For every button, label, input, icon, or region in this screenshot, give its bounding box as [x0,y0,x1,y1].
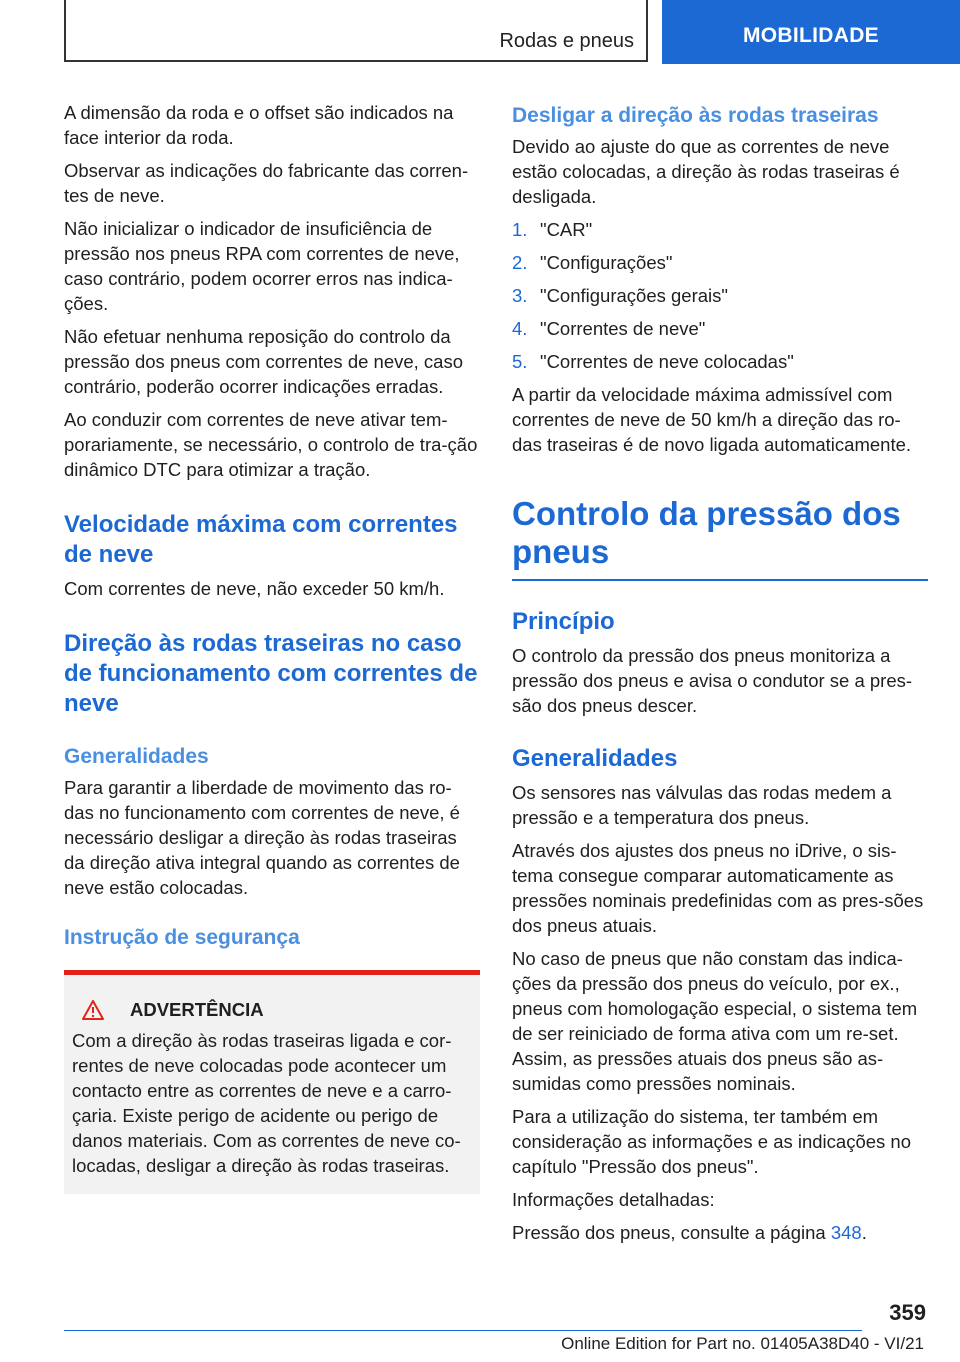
paragraph: Para garantir a liberdade de movimento das ro-das no funcionamento com correntes de neve, é necessário desligar a direção às rodas traseiras da direção ativa integral quando as correntes de neve estão colocadas. [64,777,460,898]
step-number: 3. [512,285,528,306]
warning-box [64,970,480,1194]
paragraph: A partir da velocidade máxima admissível com correntes de neve de 50 km/h a direção das ro-das traseiras é de novo ligada automaticamente. [512,384,912,455]
step-text: "Correntes de neve colocadas" [540,351,794,372]
heading-speed: Velocidade máxima com correntes de neve [64,511,458,568]
paragraph: Para a utilização do sistema, ter também em consideração as informações e as indicações no capítulo "Pressão dos pneus". [512,1106,912,1177]
step-text: "Correntes de neve" [540,318,706,339]
reference-text: Pressão dos pneus, consulte a página [512,1222,831,1243]
warning-triangle-icon [82,1000,104,1020]
paragraph: Não inicializar o indicador de insuficiência de pressão nos pneus RPA com correntes de neve, caso contrário, podem ocorrer erros nas indica-ções. [64,218,460,314]
paragraph-reference [512,1220,928,1245]
list-item [512,316,928,341]
paragraph: O controlo da pressão dos pneus monitoriza a pressão dos pneus e avisa o condutor se a pres-são dos pneus descer. [512,645,913,716]
page-number: 359 [889,1300,926,1325]
warning-text: Com a direção às rodas traseiras ligada e cor-rentes de neve colocadas pode acontecer um contacto entre as correntes de neve e a carro-çaria. Existe perigo de acidente ou perigo de danos materiais. Com as correntes de neve co-locadas, desligar a direção às rodas traseiras. [72,1030,461,1176]
paragraph: Ao conduzir com correntes de neve ativar tem-porariamente, se necessário, o controlo de tra-ção dinâmico DTC para otimizar a tração. [64,409,478,480]
paragraph: Observar as indicações do fabricante das corren-tes de neve. [64,160,469,206]
page-link[interactable]: 348 [830,1222,862,1243]
right-column [512,100,928,1253]
step-text: "Configurações" [540,252,673,273]
warning-title: ADVERTÊNCIA [130,999,264,1020]
reference-suffix: . [861,1222,867,1243]
step-number: 1. [512,219,528,240]
heading-rear-steering: Direção às rodas traseiras no caso de funcionamento com correntes de neve [64,630,478,717]
step-text: "CAR" [540,219,593,240]
step-number: 2. [512,252,528,273]
heading-general-2: Generalidades [512,745,678,772]
steps-list [512,217,928,374]
heading-tpms: Controlo da pressão dos pneus [512,495,928,581]
list-item [512,250,928,275]
step-number: 5. [512,351,528,372]
header-chapter-tab[interactable]: MOBILIDADE [662,0,960,64]
footer-edition: Online Edition for Part no. 01405A38D40 - VI/21 [561,1334,924,1353]
heading-general: Generalidades [64,745,209,768]
paragraph: A dimensão da roda e o offset são indicados na face interior da roda. [64,102,454,148]
paragraph: Devido ao ajuste do que as correntes de neve estão colocadas, a direção às rodas traseiras é desligada. [512,136,900,207]
warning-title-row [72,997,472,1022]
list-item [512,349,928,374]
paragraph: Não efetuar nenhuma reposição do controlo da pressão dos pneus com correntes de neve, caso contrário, poderão ocorrer indicações erradas. [64,326,464,397]
list-item [512,217,928,242]
paragraph: Os sensores nas válvulas das rodas medem a pressão e a temperatura dos pneus. [512,782,892,828]
paragraph: No caso de pneus que não constam das indica-ções da pressão dos pneus do veículo, por ex., pneus com homologação especial, o sistema tem de ser reiniciado de forma ativa com um re-set. Assim, as pressões atuais dos pneus são as-sumidas como pressões nominais. [512,948,918,1094]
heading-disable-rear-steering: Desligar a direção às rodas traseiras [512,104,879,127]
step-number: 4. [512,318,528,339]
paragraph: Informações detalhadas: [512,1189,715,1210]
list-item [512,283,928,308]
footer-divider [64,1330,862,1331]
step-text: "Configurações gerais" [540,285,728,306]
heading-principle: Princípio [512,608,615,635]
left-column [64,100,480,1194]
paragraph: Através dos ajustes dos pneus no iDrive, o sis-tema consegue comparar automaticamente as pressões nominais predefinidas com as pres-sões dos pneus atuais. [512,840,924,936]
paragraph: Com correntes de neve, não exceder 50 km/h. [64,578,445,599]
header-section-title: Rodas e pneus [499,30,634,52]
heading-safety: Instrução de segurança [64,926,300,949]
